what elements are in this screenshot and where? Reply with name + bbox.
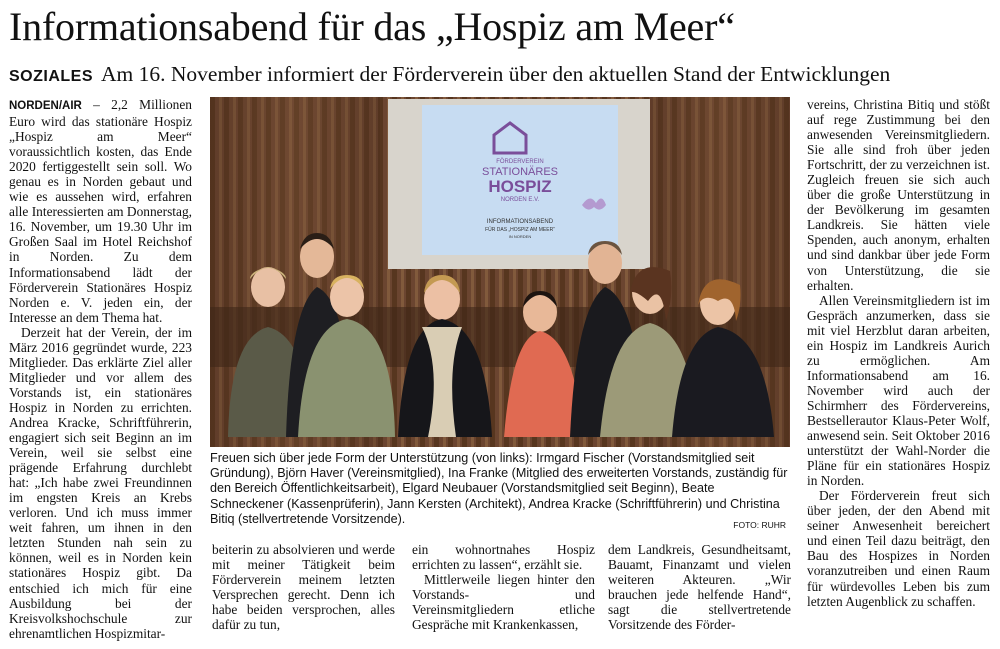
- subheadline: [9, 62, 890, 89]
- paragraph: [9, 97, 192, 325]
- column-2: [212, 542, 395, 632]
- column-5: [807, 97, 990, 609]
- article-photo: [210, 97, 790, 447]
- paragraph: Mittlerweile liegen hinter den Vorstands- und Vereinsmitgliedern etliche Gespräche mit Krankenkassen,: [412, 572, 595, 633]
- paragraph: dem Landkreis, Gesundheitsamt, Bauamt, Finanzamt und vielen weiteren Akteuren. „Wir brauchen jede helfende Hand“, sagt die stellvertretende Vorsitzende des Förder-: [608, 542, 791, 633]
- screen-line-3: HOSPIZ: [488, 177, 552, 196]
- paragraph: Der Förderverein freut sich über jeden, der den Abend mit seiner Anwesenheit bereichert und einen Teil dazu beiträgt, den Bau des Hospizes in Norden voranzutreiben und einen Raum für würdevolles Leben bis zum letzten Augenblick zu schaffen.: [807, 488, 990, 609]
- paragraph-text: – 2,2 Millionen Euro wird das stationäre Hospiz „Hospiz am Meer“ voraussichtlich kosten, das Ende 2020 fertiggestellt sein soll. Wo genau es in Norden gebaut und wie es aussehen wird, erfahren alle Interessierten am Donnerstag, 16. November, um 19.30 Uhr im Großen Saal im Hotel Reichshof in Norden. Zu dem Informationsabend lädt der Förderverein Stationäres Hospiz Norden e. V. jeden ein, der Interesse an dem Thema hat.: [9, 97, 192, 325]
- column-1: [9, 97, 192, 641]
- paragraph: beiterin zu absolvieren und werde mit meiner Tätigkeit beim Förderverein meinem letzten Versprechen gerecht. Denn ich habe beiden versprochen, alles dafür zu tun,: [212, 542, 395, 633]
- screen-line-2: STATIONÄRES: [482, 166, 558, 178]
- section-kicker: SOZIALES: [9, 68, 94, 85]
- screen-line-6: FÜR DAS „HOSPIZ AM MEER“: [485, 227, 555, 233]
- subheadline-text: Am 16. November informiert der Förderverein über den aktuellen Stand der Entwicklungen: [101, 62, 891, 86]
- screen-line-4: NORDEN E.V.: [500, 197, 540, 203]
- screen-line-7: IN NORDEN: [508, 234, 532, 239]
- column-4: [608, 542, 791, 632]
- photo-caption: [210, 451, 790, 530]
- dateline: NORDEN/AIR: [9, 100, 82, 112]
- paragraph: Allen Vereinsmitgliedern ist im Gespräch anzumerken, dass sie mit viel Herzblut daran arbeiten, ein Hospiz im Landkreis Aurich zu ermöglichen. Am Informationsabend am 16. November wird auch der Schirmherr des Fördervereins, Bestsellerautor Klaus-Peter Wolf, anwesend sein. Seit Oktober 2016 unterstützt der Wahl-Norder die Pläne für ein stationäres Hospiz in Norden.: [807, 292, 990, 489]
- caption-text: Freuen sich über jede Form der Unterstützung (von links): Irmgard Fischer (Vorstandsmitglied seit Gründung), Björn Haver (Vereinsmitglied), Ina Franke (Mitglied des erweiterten Vorstands, zuständig für den Bereich Öffentlichkeitsarbeit), Elgard Neubauer (Vorstandsmitglied seit Beginn), Beate Schneckener (Kassenprüferin), Jann Kersten (Architekt), Andrea Kracke (Schriftführerin) und Christina Bitiq (stellvertretende Vorsitzende).: [210, 451, 788, 526]
- column-3: [412, 542, 595, 632]
- paragraph: ein wohnortnahes Hospiz errichten zu lassen“, erzählt sie.: [412, 542, 595, 573]
- paragraph: vereins, Christina Bitiq und stößt auf rege Zustimmung bei den anwesenden Vereinsmitgliedern. Sie alle sind froh über jeden Fortschritt, der zu verzeichnen ist. Zugleich freuen sie sich auch über die große Unterstützung in der Bevölkerung im gesamten Landkreis. Sie hätten viele Spenden, auch anonym, erhalten und sind dankbar über jede Form von Unterstützung, die sie erhalten.: [807, 97, 990, 293]
- photo-credit: FOTO: RUHR: [733, 520, 786, 530]
- screen-line-5: INFORMATIONSABEND: [486, 219, 554, 225]
- paragraph: Derzeit hat der Verein, der im März 2016 gegründet wurde, 223 Mitglieder. Das erklärte Ziel aller Mitglieder und vor allem des Vorstands ist, ein stationäres Hospiz in Norden zu errichten. Andrea Kracke, Schriftführerin, engagiert sich seit Beginn an im Verein, weil sie selbst eine prägende Erfahrung durchlebt hat: „Ich habe zwei Freundinnen im engsten Kreis an Krebs verloren. Und ich muss immer weit fahren, um ihnen in den letzten Stunden nah sein zu können, weil es in Norden kein stationäres Hospiz gibt. Da entschied ich mich für eine Ausbildung bei der Kreisvolkshochschule zur ehrenamtlichen Hospizmitar-: [9, 324, 192, 641]
- article-headline: Informationsabend für das „Hospiz am Meer“: [9, 4, 735, 49]
- screen-line-1: FÖRDERVEREIN: [496, 159, 544, 165]
